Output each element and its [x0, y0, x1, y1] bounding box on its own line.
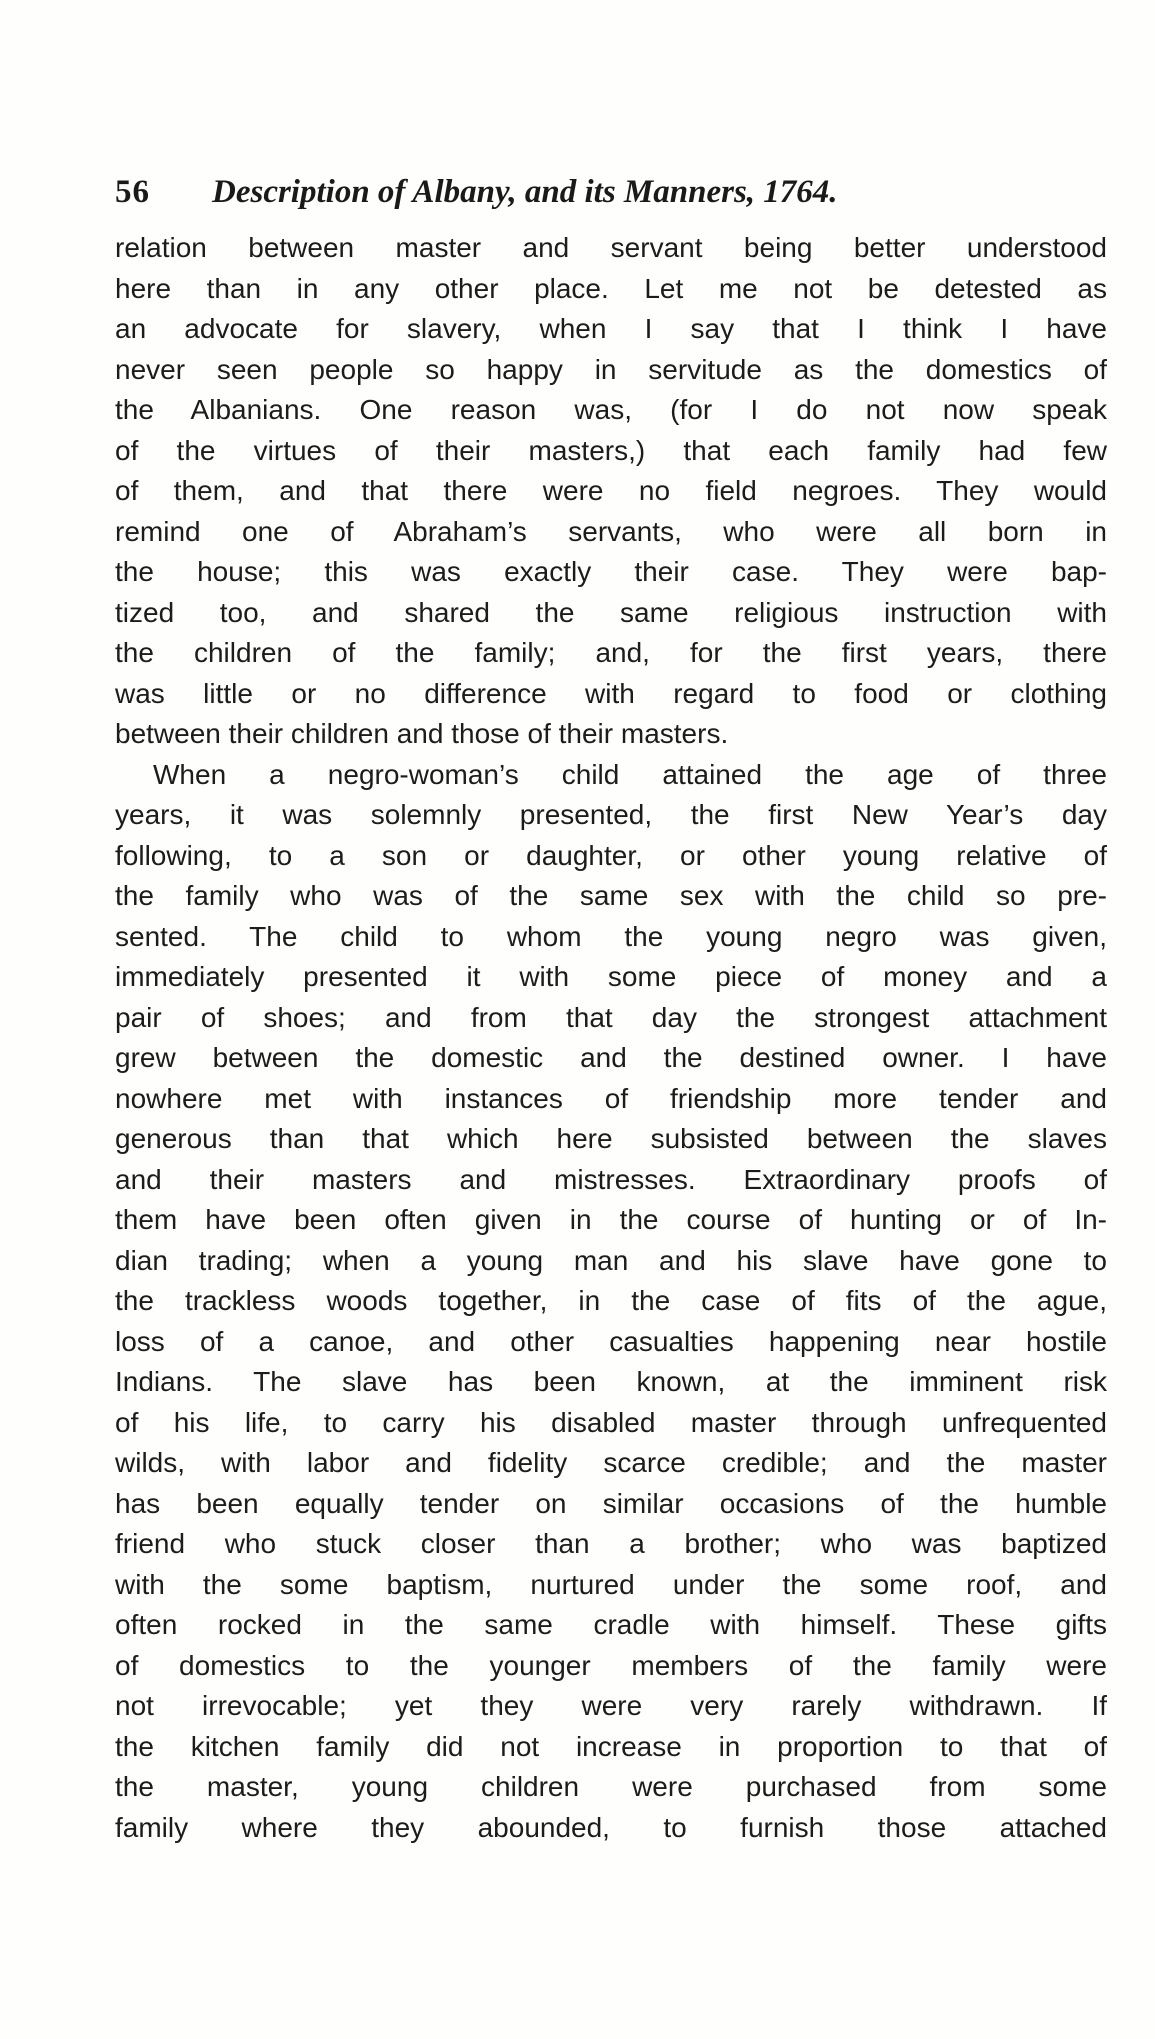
text-line: loss of a canoe, and other casualties happening near hostile	[115, 1325, 1107, 1357]
text-line: When a negro-woman’s child attained the age of three	[153, 758, 1107, 790]
text-line: immediately presented it with some piece of money and a	[115, 961, 1107, 992]
text-line: wilds, with labor and fidelity scarce credible; and the master	[115, 1447, 1107, 1478]
text-line: the kitchen family did not increase in proportion to that of	[115, 1730, 1107, 1762]
text-line: grew between the domestic and the destined owner. I have	[115, 1042, 1107, 1073]
text-line: friend who stuck closer than a brother; who was baptized	[115, 1528, 1107, 1559]
text-line: remind one of Abraham’s servants, who were all born in	[115, 515, 1107, 547]
text-line: the Albanians. One reason was, (for I do not now speak	[115, 394, 1107, 425]
text-line: family where they abounded, to furnish those attached	[115, 1811, 1107, 1843]
text-line: Indians. The slave has been known, at the imminent risk	[115, 1366, 1107, 1397]
text-line: the master, young children were purchased from some	[115, 1771, 1107, 1802]
text-line: here than in any other place. Let me not be detested as	[115, 272, 1107, 304]
page-number: 56	[115, 174, 150, 210]
running-title: Description of Albany, and its Manners, 1764.	[212, 174, 838, 210]
text-line: of them, and that there were no field negroes. They would	[115, 475, 1107, 506]
text-line: of the virtues of their masters,) that each family had few	[115, 434, 1107, 466]
page-header	[115, 174, 1040, 224]
text-line: generous than that which here subsisted between the slaves	[115, 1123, 1107, 1154]
text-line: often rocked in the same cradle with himself. These gifts	[115, 1609, 1107, 1640]
text-line: the house; this was exactly their case. They were bap-	[115, 556, 1107, 587]
text-line: sented. The child to whom the young negro was given,	[115, 920, 1107, 952]
text-line: of domestics to the younger members of the family were	[115, 1649, 1107, 1681]
text-line: and their masters and mistresses. Extraordinary proofs of	[115, 1163, 1107, 1195]
text-line: them have been often given in the course of hunting or of In-	[115, 1204, 1107, 1235]
text-line: was little or no difference with regard to food or clothing	[115, 677, 1107, 709]
text-line: years, it was solemnly presented, the first New Year’s day	[115, 799, 1107, 830]
text-line: not irrevocable; yet they were very rarely withdrawn. If	[115, 1690, 1107, 1721]
text-line: has been equally tender on similar occasions of the humble	[115, 1487, 1107, 1519]
text-line: dian trading; when a young man and his slave have gone to	[115, 1244, 1107, 1276]
text-line: following, to a son or daughter, or other young relative of	[115, 839, 1107, 871]
body-text	[115, 228, 1110, 1848]
text-line: an advocate for slavery, when I say that I think I have	[115, 313, 1107, 344]
text-line: of his life, to carry his disabled master through unfrequented	[115, 1406, 1107, 1438]
text-line: never seen people so happy in servitude as the domestics of	[115, 353, 1107, 385]
text-line: tized too, and shared the same religious instruction with	[115, 596, 1107, 628]
text-line: nowhere met with instances of friendship more tender and	[115, 1082, 1107, 1114]
text-line: with the some baptism, nurtured under the some roof, and	[115, 1568, 1107, 1600]
text-line: between their children and those of their masters.	[115, 718, 729, 749]
text-line: relation between master and servant being better understood	[115, 232, 1107, 263]
text-line: the trackless woods together, in the case of fits of the ague,	[115, 1285, 1107, 1316]
text-line: the children of the family; and, for the first years, there	[115, 637, 1107, 668]
text-line: pair of shoes; and from that day the strongest attachment	[115, 1001, 1107, 1033]
text-line: the family who was of the same sex with the child so pre-	[115, 880, 1107, 911]
